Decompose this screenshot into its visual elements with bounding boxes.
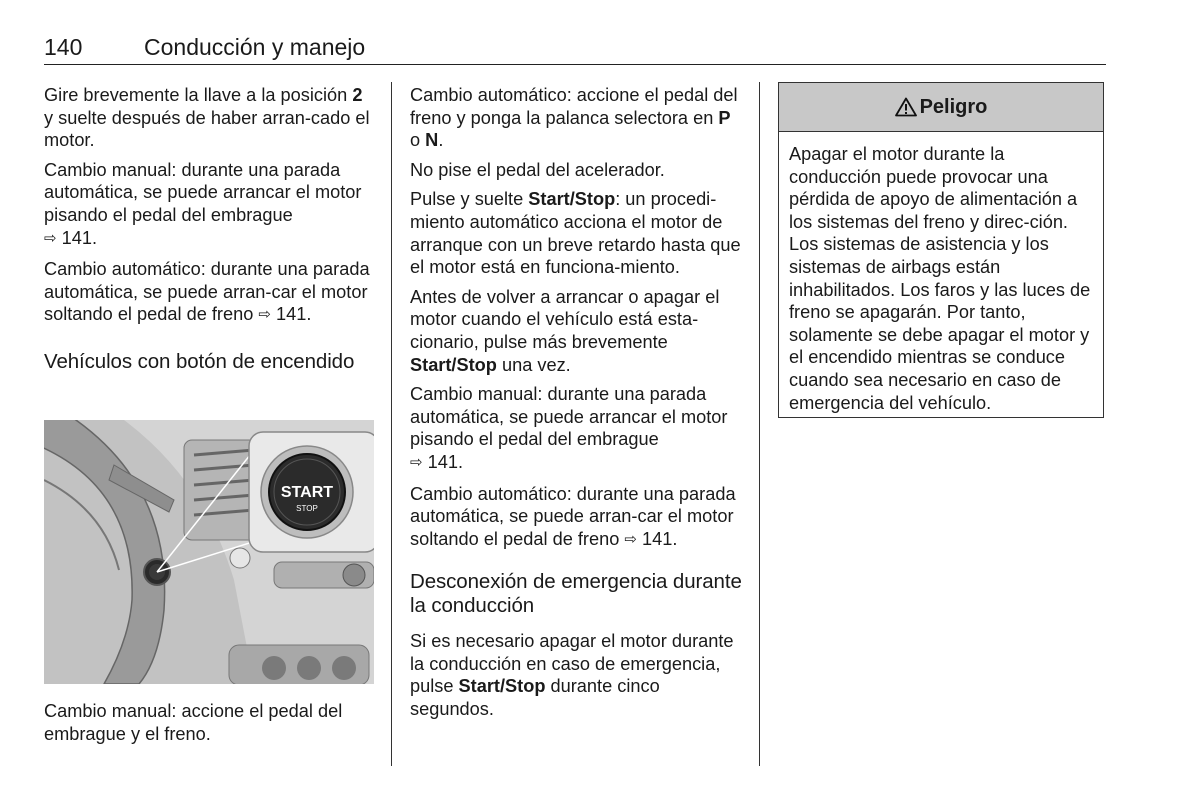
start-label: START xyxy=(280,484,334,501)
paragraph: Si es necesario apagar el motor durante la conducción en caso de emergencia, pulse Start/Stop durante cinco segundos. xyxy=(410,631,734,720)
column-divider xyxy=(759,82,760,766)
page-reference-link[interactable]: 141. xyxy=(61,227,98,248)
section-title: Conducción y manejo xyxy=(144,34,366,60)
warning-title: Peligro xyxy=(919,95,988,118)
column-divider xyxy=(391,82,392,766)
warning-box xyxy=(778,82,1104,418)
cross-reference-arrow-icon: ⇨ xyxy=(44,229,57,247)
paragraph: Pulse y suelte Start/Stop: un procedi-miento automático acciona el motor de arranque con un breve retardo hasta que el motor está en funciona-miento. xyxy=(410,189,741,278)
paragraph: Cambio automático: accione el pedal del freno y ponga la palanca selectora en P o N. xyxy=(410,85,738,151)
cross-reference-arrow-icon: ⇨ xyxy=(410,453,423,471)
paragraph: Cambio automático: durante una parada automática, se puede arran-car el motor soltando el pedal de freno ⇨ 141. xyxy=(44,258,376,328)
paragraph: Gire brevemente la llave a la posición 2 y suelte después de haber arran-cado el motor. xyxy=(44,85,370,151)
section-heading: Vehículos con botón de encendido xyxy=(44,349,355,373)
page-number: 140 xyxy=(44,34,83,60)
column-1 xyxy=(44,84,376,386)
warning-header xyxy=(779,83,1103,132)
page-reference-link[interactable]: 141. xyxy=(276,304,312,325)
figure-caption: Cambio manual: accione el pedal del embrague y el freno. xyxy=(44,701,343,744)
page-reference-link[interactable]: 141. xyxy=(427,451,464,472)
section-heading: Desconexión de emergencia durante la conducción xyxy=(410,570,742,618)
page-header xyxy=(44,34,1106,64)
paragraph: Cambio manual: durante una parada automática, se puede arrancar el motor pisando el pedal del embrague ⇨ 141. xyxy=(44,159,376,251)
cross-reference-arrow-icon: ⇨ xyxy=(624,530,637,548)
paragraph: Cambio automático: durante una parada automática, se puede arran-car el motor soltando el pedal de freno ⇨ 141. xyxy=(410,483,745,553)
paragraph: No pise el pedal del acelerador. xyxy=(410,159,665,180)
header-rule xyxy=(44,64,1106,65)
paragraph: Antes de volver a arrancar o apagar el motor cuando el vehículo está esta-cionario, pulse más brevemente Start/Stop una vez. xyxy=(410,286,720,375)
warning-triangle-icon xyxy=(895,97,917,117)
stop-label: STOP xyxy=(296,504,318,513)
cross-reference-arrow-icon: ⇨ xyxy=(258,306,271,324)
column-2 xyxy=(410,84,745,728)
paragraph: Cambio manual: durante una parada automática, se puede arrancar el motor pisando el pedal del embrague ⇨ 141. xyxy=(410,383,745,475)
start-stop-button-illustration xyxy=(44,420,374,684)
warning-text: Apagar el motor durante la conducción puede provocar una pérdida de apoyo de alimentación a los sistemas del freno y direc-ción. Los sistemas de asistencia y los sistemas de airbags están inhabilitados. Los faros y las luces de freno se apagarán. Por tanto, solamente se debe apagar el motor y el encendido mientras se conduce cuando sea necesario en caso de emergencia del vehículo. xyxy=(789,144,1091,413)
page-reference-link[interactable]: 141. xyxy=(642,528,678,549)
